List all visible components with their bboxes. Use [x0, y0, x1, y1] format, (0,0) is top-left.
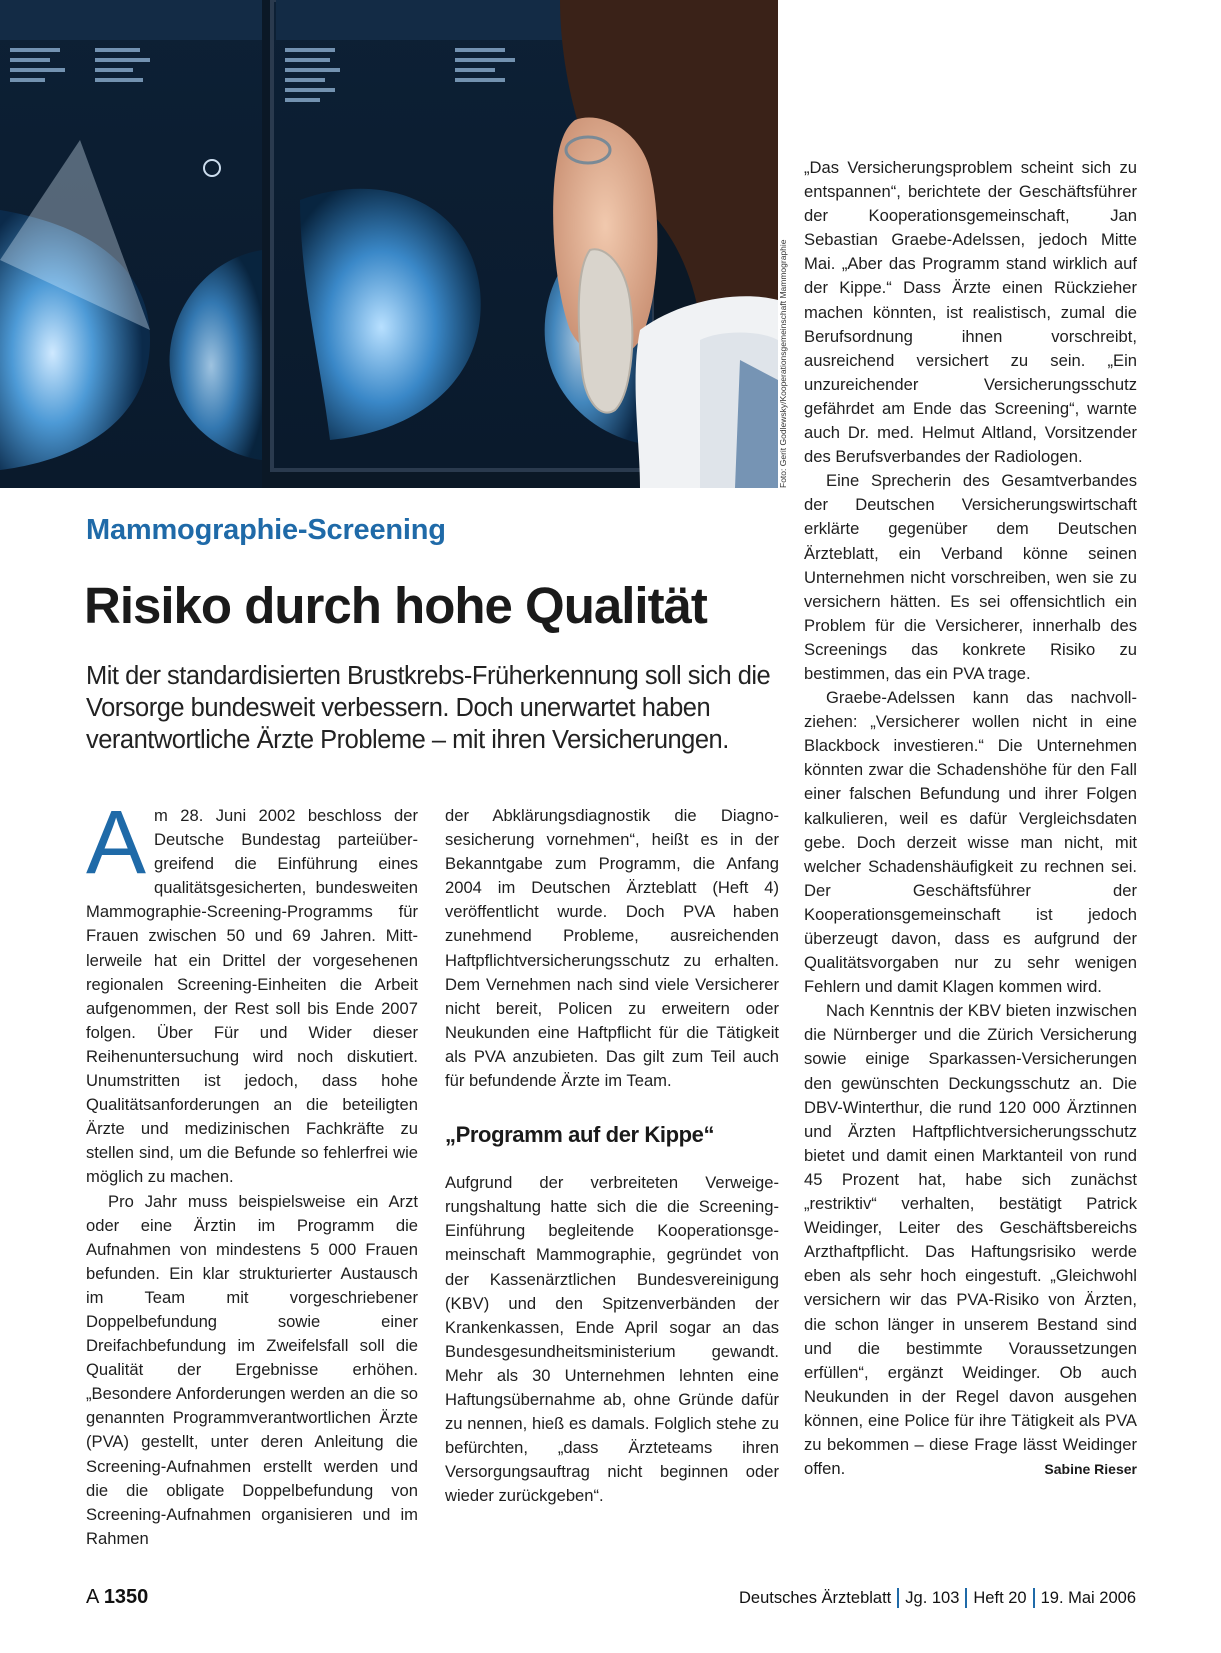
mammography-photo-illustration — [0, 0, 778, 488]
page-number — [86, 1586, 148, 1609]
paragraph-text: m 28. Juni 2002 beschloss der Deutsche Bundestag parteiübergreifend die Einführung eines qualitätsgesicherten, bundesweiten Mammographie-Screening-Programms für Frauen zwischen 50 und 69 Jahren. Mittlerweile hat ein Drittel der vorgesehenen regionalen Screening-Einheiten die Arbeit aufgenommen, der Rest soll bis Ende 2007 folgen. Über Für und Wider dieser Reihenuntersuchung wird noch diskutiert. Unumstritten ist jedoch, dass hohe Qualitätsanforderungen an die beteiligten Ärzte und medizinischen Fachkräfte zu stellen sind, um die Befunde so fehlerfrei wie möglich zu machen. — [86, 806, 418, 1187]
article-column-1 — [86, 793, 418, 1551]
author-byline: Sabine Rieser — [1044, 1461, 1137, 1478]
paragraph: Pro Jahr muss beispielsweise ein Arzt oder eine Ärztin im Programm die Aufnahmen von mindestens 5 000 Frauen befunden. Ein klar strukturierter Austausch im Team mit vorgeschriebener Doppelbefundung sowie einer Dreifachbefundung im Zweifelsfall soll die Qualität der Ergebnisse erhöhen. „Besondere Anforderungen werden an die so genannten Programmverantwortlichen Ärzte (PVA) gestellt, unter deren Anleitung die Screening-Aufnahmen erstellt werden und die die obligate Doppelbefundung von Screening-Aufnahmen organisieren und im Rahmen — [86, 1191, 418, 1548]
paragraph: Aufgrund der verbreiteten Verweigerungshaltung hatte sich die die Screening-Einführung begleitende Kooperationsgemeinschaft Mammographie, gegründet von der Kassenärztlichen Bundesvereinigung (KBV) und den Spitzenverbänden der Krankenkassen, Ende April sogar an das Bundesgesundheitsministerium gewandt. Mehr als 30 Unternehmen lehnten eine Haftungsübernahme ab, ohne Gründe dafür zu nennen, hieß es damals. Folglich stehe zu befürchten, „dass Ärzteteams ihren Versorgungsauftrag nicht beginnen oder wieder zurückgeben“. — [445, 1173, 779, 1506]
dropcap-letter: A — [86, 793, 147, 893]
paragraph: Graebe-Adelssen kann das nachvollziehen: „Versicherer wollen nicht in eine Blackbock investieren.“ Die Unternehmen könnten zwar die Schadenshöhe für den Fall einer falschen Befundung und ihrer Folgen kalkulieren, weil es dafür Vergleichsdaten gebe. Doch derzeit wisse man nicht, mit welcher Schadenshäufigkeit zu rechnen sei. Der Geschäftsführer der Kooperationsgemeinschaft ist jedoch überzeugt davon, dass es aufgrund der Qualitätsvorgaben nur zu sehr wenigen Fehlern und damit Klagen kommen wird. — [804, 688, 1137, 997]
journal-footer — [739, 1588, 1136, 1608]
journal-issue: Heft 20 — [973, 1588, 1027, 1607]
photo-credit: Foto: Gerit Godlewsky/Kooperationsgemeinschaft Mammographie — [778, 239, 788, 488]
article-kicker: Mammographie-Screening — [86, 514, 446, 546]
paragraph: „Das Versicherungsproblem scheint sich zu entspannen“, berichtete der Geschäftsführer der Kooperationsgemeinschaft, Jan Sebastian Graebe-Adelssen, jedoch Mitte Mai. „Aber das Programm stand wirklich auf der Kippe.“ Dass Ärzte einen Rückzieher machen könnten, ist realistisch, zumal die Berufsordnung ihnen vorschreibt, ausreichend versichert zu sein. „Ein unzureichender Versicherungsschutz gefährdet am Ende das Screening“, warnte auch Dr. med. Helmut Altland, Vorsitzender des Berufsverbandes der Radiologen. — [804, 158, 1137, 467]
journal-date: 19. Mai 2006 — [1040, 1588, 1136, 1607]
paragraph: der Abklärungsdiagnostik die Diagnosesicherung vornehmen“, heißt es in der Bekanntgabe zum Programm, die Anfang 2004 im Deutschen Ärzteblatt (Heft 4) veröffentlicht wurde. Doch PVA haben zunehmend Probleme, ausreichenden Haftpflichtversicherungsschutz zu erhalten. Dem Vernehmen nach sind viele Versicherer nicht bereit, Policen zu erweitern oder Neukunden eine Haftpflicht für die Tätigkeit als PVA anzubieten. Das gilt zum Teil auch für befundende Ärzte im Team. — [445, 806, 779, 1091]
paragraph-text: Nach Kenntnis der KBV bieten inzwischen die Nürnberger und die Zürich Versicherung sowie einige Sparkassen-Versicherungen den gewünschten Deckungsschutz an. Die DBV-Winterthur, die rund 120 000 Ärztinnen und Ärzten Haftpflichtversicherungsschutz bietet und damit einen Marktanteil von rund 45 Prozent hat, habe sich zunächst „restriktiv“ verhalten, bestätigt Patrick Weidinger, Leiter des Geschäftsbereichs Arzthaftpflicht. Das Haftungsrisiko werde eben als sehr hoch eingestuft. „Gleichwohl versichern wir das PVA-Risiko von Ärzten, die schon länger in unserem Bestand sind und die bestimmte Voraussetzungen erfüllen“, ergänzt Weidinger. Ob auch Neukunden in der Regel davon ausgehen können, eine Police für ihre Tätigkeit als PVA zu bekommen – diese Frage lässt Weidinger offen. — [804, 1001, 1137, 1479]
page-number-value: 1350 — [103, 1586, 149, 1608]
page-prefix: A — [86, 1586, 99, 1608]
article-subheading: „Programm auf der Kippe“ — [445, 1122, 715, 1148]
footer-separator — [965, 1588, 967, 1608]
article-column-3 — [804, 156, 1137, 1481]
footer-separator — [1033, 1588, 1035, 1608]
article-photo — [0, 0, 778, 488]
article-column-2 — [445, 804, 779, 1508]
paragraph — [86, 793, 418, 1190]
paragraph — [804, 999, 1137, 1481]
article-lead: Mit der standardisierten Brustkrebs-Früherkennung soll sich die Vorsorge bundesweit verbessern. Doch unerwartet haben verantwortliche Ärzte Probleme – mit ihren Versicherungen. — [86, 662, 771, 754]
footer-separator — [897, 1588, 899, 1608]
journal-name: Deutsches Ärzteblatt — [739, 1588, 892, 1607]
article-headline: Risiko durch hohe Qualität — [84, 577, 707, 634]
paragraph: Eine Sprecherin des Gesamtverbandes der Deutschen Versicherungswirtschaft erklärte gegenüber dem Deutschen Ärzteblatt, ein Verband könne seinen Unternehmen nicht vorschreiben, wen sie zu versichern hätten. Es sei offensichtlich ein Problem für die Versicherer, innerhalb des Screenings das konkrete Risiko zu bestimmen, das ein PVA trage. — [804, 471, 1137, 683]
journal-volume: Jg. 103 — [905, 1588, 960, 1607]
